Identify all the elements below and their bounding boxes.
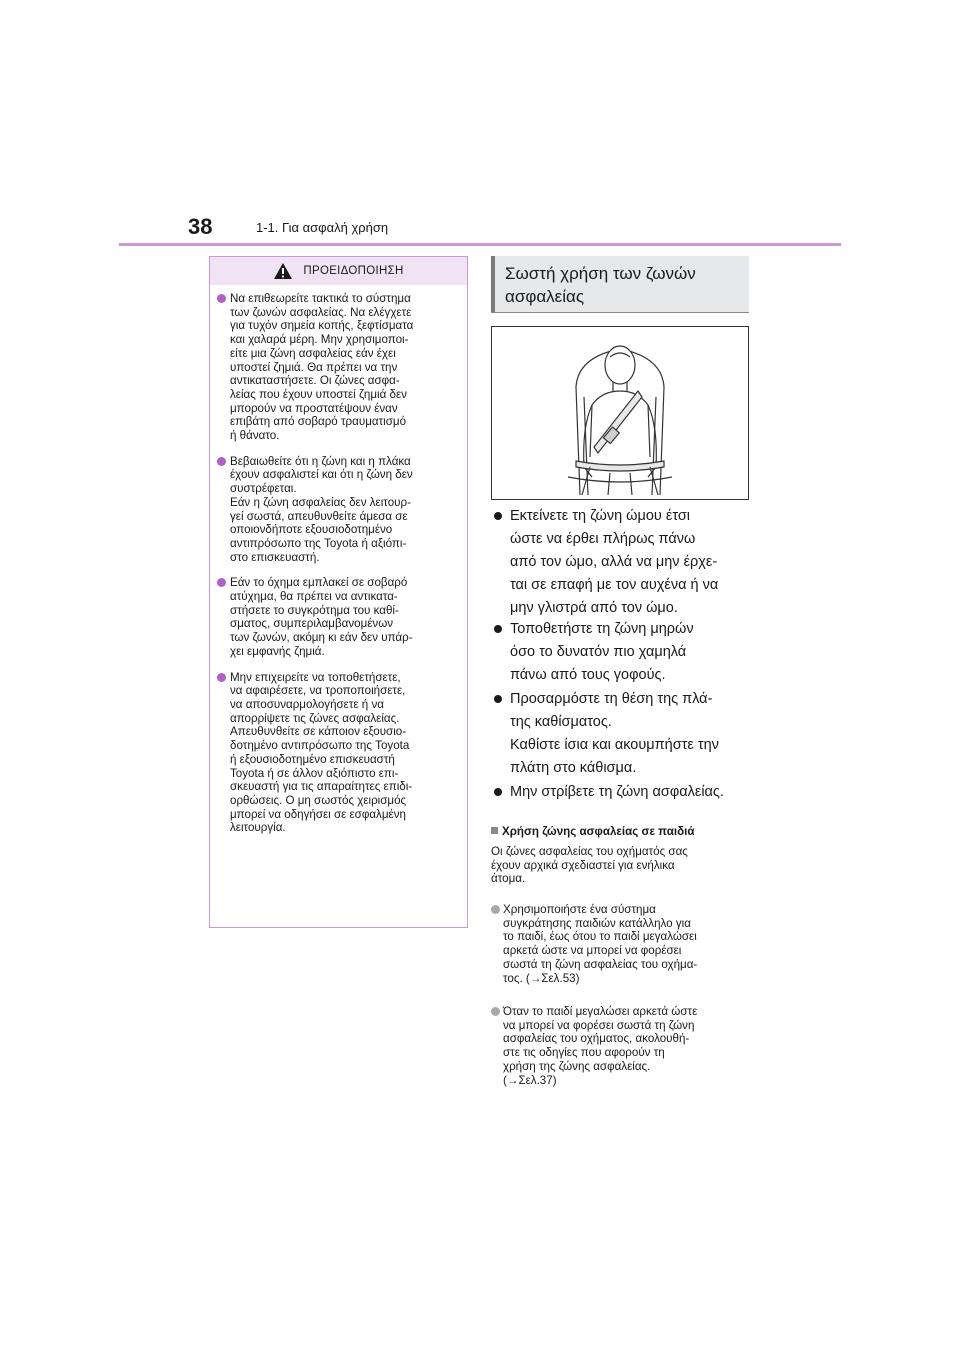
header-divider (119, 243, 841, 246)
child-section-heading-text: Χρήση ζώνης ασφαλείας σε παιδιά (502, 825, 695, 838)
warning-item (210, 576, 467, 658)
section-heading-text: Σωστή χρήση των ζωνών ασφαλείας (505, 264, 696, 306)
warning-item-text: Να επιθεωρείτε τακτικά το σύστημα των ζωνών ασφαλείας. Να ελέγχετε για τυχόν σημεία κοπής, ξεφτίσματα και χαλαρά μέρη. Μην χρησιμοποι- είτε μια ζώνη ασφαλείας εάν έχει υποστεί ζημιά. Θα πρέπει να την αντικαταστήσετε. Οι ζώνες ασφα- λείας που έχουν υποστεί ζημιά δεν μπορούν να προστατέψουν έναν επιβάτη από σοβαρό τραυματισμό ή θάνατο. (230, 292, 414, 443)
warning-header (210, 257, 467, 285)
warning-item (210, 671, 467, 835)
square-bullet-icon (491, 827, 498, 834)
bullet-dot-icon (217, 457, 226, 466)
warning-item-text: Μην επιχειρείτε να τοποθετήσετε, να αφαιρέσετε, να τροποποιήσετε, να αποσυναρμολογήσετε ή να απορρίψετε τις ζώνες ασφαλείας. Απευθυνθείτε σε κάποιον εξουσιο- δοτημένο αντιπρόσωπο της Toyota ή εξουσιοδοτημένο επισκευαστή Toyota ή σε άλλον αξιόπιστο επι- σκευαστή για τις απαραίτητες επιδι- ορθώσεις. Ο μη σωστός χειρισμός μπορεί να οδηγήσει σε εσφαλμένη λειτουργία. (230, 670, 413, 835)
warning-item (210, 292, 467, 443)
child-item (491, 903, 761, 985)
instruction-text: Εκτείνετε τη ζώνη ώμου έτσι ώστε να έρθει πλήρως πάνω από τον ώμο, αλλά να μην έρχε- ται σε επαφή με τον αυχένα ή να μην γλιστρά από τον ώμο. (510, 508, 719, 616)
warning-item (210, 455, 467, 565)
child-section-paragraph: Οι ζώνες ασφαλείας του οχήματός σας έχουν αρχικά σχεδιαστεί για ενήλικα άτομα. (491, 845, 688, 886)
section-heading (491, 256, 749, 312)
warning-title: ΠΡΟΕΙΔΟΠΟΙΗΣΗ (303, 265, 404, 277)
instruction-item (494, 505, 718, 620)
warning-triangle-icon (273, 262, 293, 280)
section-title: 1-1. Για ασφαλή χρήση (256, 220, 389, 235)
instruction-text: Τοποθετήστε τη ζώνη μηρών όσο το δυνατόν πιο χαμηλά πάνω από τους γοφούς. (510, 621, 694, 683)
warning-item-text: Εάν το όχημα εμπλακεί σε σοβαρό ατύχημα, θα πρέπει να αντικατα- στήσετε το συγκρότημα του καθί- σματος, συμπεριλαμβανομένων των ζωνών, ακόμη κι εάν δεν υπάρ- χει εμφανής ζημιά. (230, 576, 413, 658)
seatbelt-illustration (491, 326, 749, 500)
instruction-item (494, 618, 694, 687)
bullet-dot-icon (494, 788, 502, 796)
instruction-text: Μην στρίβετε τη ζώνη ασφαλείας. (510, 784, 724, 800)
bullet-dot-icon (494, 625, 502, 633)
child-item (491, 1005, 761, 1087)
bullet-dot-icon (491, 905, 500, 914)
warning-box (209, 256, 468, 928)
child-item-text: Όταν το παιδί μεγαλώσει αρκετά ώστε να μπορεί να φορέσει σωστά τη ζώνη ασφαλείας του οχήματος, ακολουθή- στε τις οδηγίες που αφορούν τη χρήση της ζώνης ασφαλείας. (→Σελ.37) (503, 1005, 698, 1087)
bullet-dot-icon (217, 294, 226, 303)
child-section-heading (491, 825, 694, 838)
bullet-dot-icon (217, 578, 226, 587)
heading-divider (491, 312, 749, 313)
bullet-dot-icon (494, 512, 502, 520)
seated-person-with-seatbelt-illustration (492, 327, 748, 499)
bullet-dot-icon (217, 673, 226, 682)
warning-item-text: Βεβαιωθείτε ότι η ζώνη και η πλάκα έχουν ασφαλιστεί και ότι η ζώνη δεν συστρέφεται. Εάν η ζώνη ασφαλείας δεν λειτουρ- γεί σωστά, απευθυνθείτε άμεσα σε οποιονδήποτε εξουσιοδοτημένο αντιπρόσωπο της Toyota ή αξιόπι- στο επισκευαστή. (230, 454, 413, 564)
instruction-text: Προσαρμόστε τη θέση της πλά- της καθίσματος. Καθίστε ίσια και ακουμπήστε την πλάτη στο κάθισμα. (510, 691, 719, 776)
instruction-item (494, 781, 724, 804)
bullet-dot-icon (494, 695, 502, 703)
bullet-dot-icon (491, 1007, 500, 1016)
page-number: 38 (188, 214, 213, 239)
instruction-item (494, 688, 719, 780)
child-item-text: Χρησιμοποιήστε ένα σύστημα συγκράτησης παιδιών κατάλληλο για το παιδί, έως ότου το παιδί μεγαλώσει αρκετά ώστε να μπορεί να φορέσει σωστά τη ζώνη ασφαλείας του οχήμα- τος. (→Σελ.53) (503, 903, 698, 985)
